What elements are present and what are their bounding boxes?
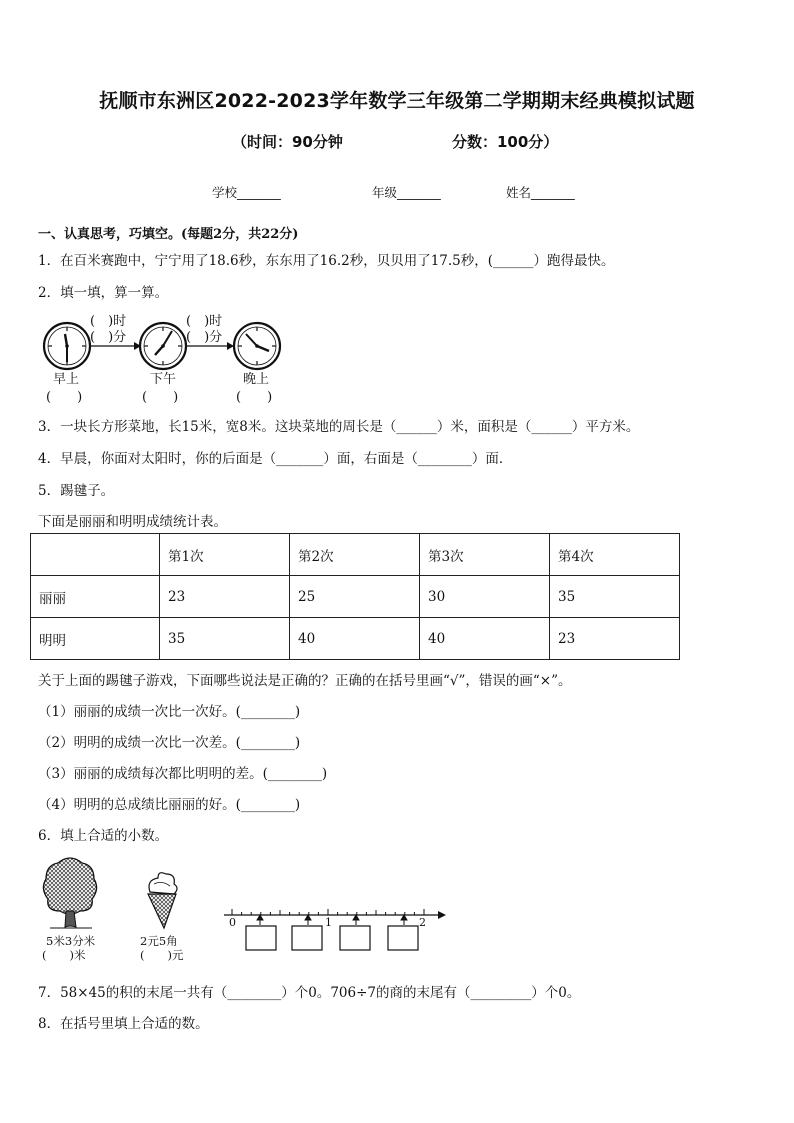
school-field: 学校_______ <box>212 185 281 200</box>
table-cell: 25 <box>290 576 420 618</box>
score-table <box>30 533 680 660</box>
question-6: 6．填上合适的小数。 <box>38 828 169 844</box>
judge-instruction: 关于上面的踢毽子游戏，下面哪些说法是正确的？正确的在括号里画“√”，错误的画“×”。 <box>38 673 572 689</box>
exam-time: （时间：90分钟 <box>232 133 343 151</box>
question-4: 4．早晨，你面对太阳时，你的后面是（_______）面，右面是（________）面． <box>38 451 513 467</box>
question-3: 3．一块长方形菜地，长15米，宽8米。这块菜地的周长是（______）米，面积是（______）平方米。 <box>38 419 640 435</box>
table-cell: 第3次 <box>420 534 550 576</box>
clock-answer-2: ( ) <box>142 390 179 405</box>
clock-morning-label: 早上 <box>53 372 80 387</box>
minute-blank-1: ( )分 <box>90 330 127 345</box>
hour-blank-1: ( )时 <box>90 314 127 329</box>
question-7: 7．58×45的积的末尾一共有（________）个0。706÷7的商的末尾有（_________）个0。 <box>38 985 581 1001</box>
judge-item-1: （1）丽丽的成绩一次比一次好。(________) <box>38 704 301 720</box>
table-cell: 第1次 <box>160 534 290 576</box>
tree-image <box>40 855 102 935</box>
table-cell: 23 <box>160 576 290 618</box>
table-cell: 23 <box>550 618 680 660</box>
table-header-row <box>31 534 680 576</box>
clock-afternoon <box>140 323 186 369</box>
axis-label-2: 2 <box>419 916 426 929</box>
clock-evening-label: 晚上 <box>243 372 270 387</box>
question-1: 1．在百米赛跑中，宁宁用了18.6秒，东东用了16.2秒，贝贝用了17.5秒，(______）跑得最快。 <box>38 253 615 269</box>
answer-box-4[interactable] <box>388 926 418 950</box>
icecream-answer-blank: ( )元 <box>140 948 184 962</box>
table-cell: 30 <box>420 576 550 618</box>
exam-score: 分数：100分） <box>452 133 559 151</box>
table-cell <box>31 534 160 576</box>
table-row <box>31 576 680 618</box>
icecream-caption: 2元5角 <box>140 934 178 948</box>
table-cell: 40 <box>420 618 550 660</box>
minute-blank-2: ( )分 <box>186 330 223 345</box>
table-cell: 第4次 <box>550 534 680 576</box>
judge-item-3: （3）丽丽的成绩每次都比明明的差。(________) <box>38 766 328 782</box>
tree-caption: 5米3分米 <box>46 934 96 948</box>
table-row <box>31 618 680 660</box>
table-cell: 35 <box>160 618 290 660</box>
hour-blank-2: ( )时 <box>186 314 223 329</box>
question-8: 8．在括号里填上合适的数。 <box>38 1016 209 1032</box>
judge-item-2: （2）明明的成绩一次比一次差。(________) <box>38 735 301 751</box>
table-cell: 丽丽 <box>31 576 160 618</box>
answer-box-2[interactable] <box>292 926 322 950</box>
grade-field: 年级_______ <box>372 185 441 200</box>
clock-evening <box>234 323 280 369</box>
question-5: 5．踢毽子。 <box>38 483 115 499</box>
table-cell: 明明 <box>31 618 160 660</box>
axis-label-0: 0 <box>229 916 236 929</box>
question-2: 2．填一填，算一算。 <box>38 285 169 301</box>
page-title: 抚顺市东洲区2022-2023学年数学三年级第二学期期末经典模拟试题 <box>99 90 695 112</box>
clock-answer-3: ( ) <box>236 390 273 405</box>
icecream-image <box>140 868 184 934</box>
pointer-arrows <box>257 915 407 925</box>
answer-box-3[interactable] <box>340 926 370 950</box>
clock-answer-1: ( ) <box>46 390 83 405</box>
clock-afternoon-label: 下午 <box>150 372 177 387</box>
number-line <box>220 905 446 955</box>
section-heading: 一、认真思考，巧填空。(每题2分，共22分) <box>38 227 299 242</box>
table-cell: 35 <box>550 576 680 618</box>
judge-item-4: （4）明明的总成绩比丽丽的好。(________) <box>38 797 301 813</box>
tree-answer-blank: ( )米 <box>42 948 86 962</box>
answer-box-1[interactable] <box>246 926 276 950</box>
table-cell: 40 <box>290 618 420 660</box>
axis-label-1: 1 <box>325 916 332 929</box>
table-cell: 第2次 <box>290 534 420 576</box>
name-field: 姓名_______ <box>506 185 575 200</box>
table-intro: 下面是丽丽和明明成绩统计表。 <box>38 514 227 530</box>
clock-morning <box>44 323 90 369</box>
